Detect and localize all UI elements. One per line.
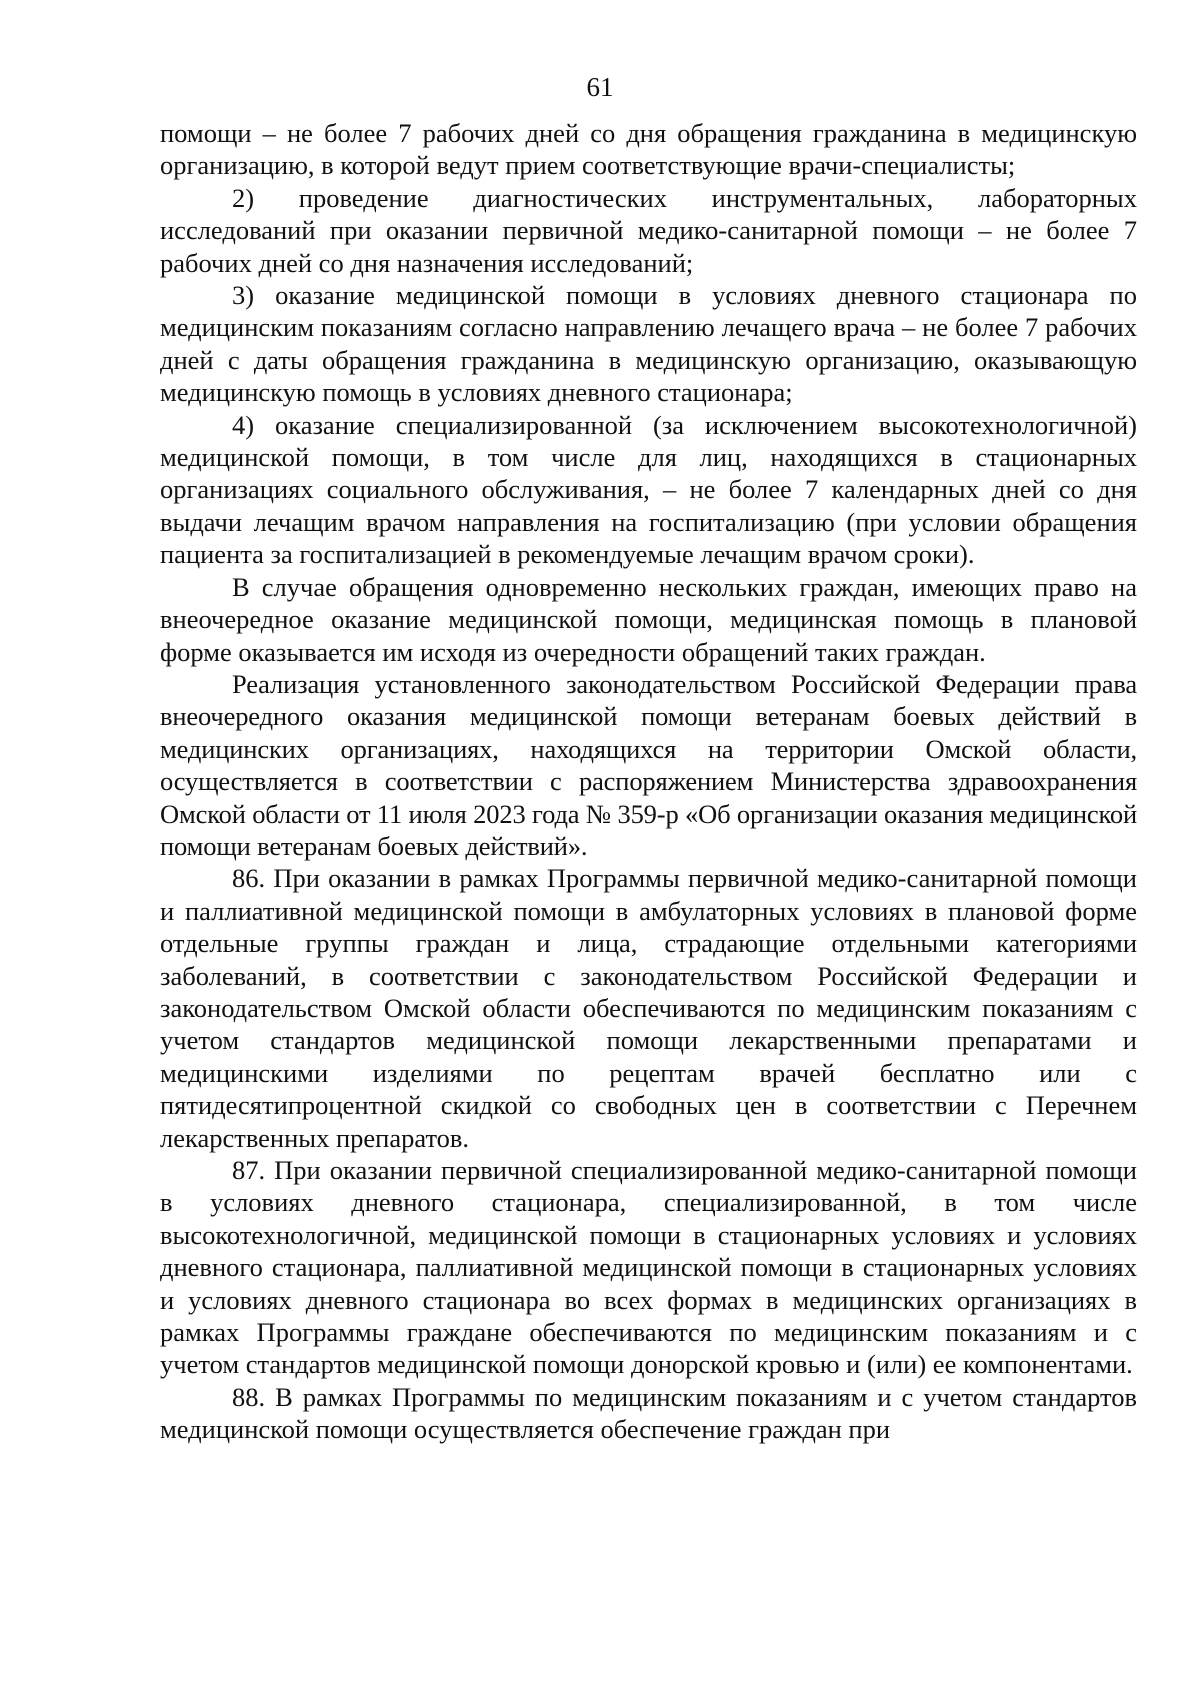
- paragraph-item-3: 3) оказание медицинской помощи в условиях дневного стационара по медицинским показаниям согласно направлению лечащего врача – не более 7 рабочих дней с даты обращения гражданина в медицинскую организацию, оказывающую медицинскую помощь в условиях дневного стационара;: [160, 280, 1137, 408]
- paragraph-simultaneous-requests: В случае обращения одновременно нескольких граждан, имеющих право на внеочередное оказание медицинской помощи, медицинская помощь в плановой форме оказывается им исходя из очередности обращений таких граждан.: [160, 571, 1137, 667]
- paragraph-veterans: Реализация установленного законодательством Российской Федерации права внеочередного оказания медицинской помощи ветеранам боевых действий в медицинских организациях, находящихся на территории Омской области, осуществляется в соответствии с распоряжением Министерства здравоохранения Омской области от 11 июля 2023 года № 359-р «Об организации оказания медицинской помощи ветеранам боевых действий».: [160, 668, 1138, 861]
- paragraph-88: 88. В рамках Программы по медицинским показаниям и с учетом стандартов медицинской помощи осуществляется обеспечение граждан при: [160, 1381, 1137, 1445]
- paragraph-item-4: 4) оказание специализированной (за исключением высокотехнологичной) медицинской помощи, в том числе для лиц, находящихся в стационарных организациях социального обслуживания, – не более 7 календарных дней со дня выдачи лечащим врачом направления на госпитализацию (при условии обращения пациента за госпитализацией в рекомендуемые лечащим врачом сроки).: [160, 409, 1137, 570]
- paragraph-continuation: помощи – не более 7 рабочих дней со дня обращения гражданина в медицинскую организацию, в которой ведут прием соответствующие врачи-специалисты;: [160, 118, 1137, 181]
- paragraph-86: 86. При оказании в рамках Программы первичной медико-санитарной помощи и паллиативной медицинской помощи в амбулаторных условиях в плановой форме отдельные группы граждан и лица, страдающие отдельными категориями заболеваний, в соответствии с законодательством Российской Федерации и законодательством Омской области обеспечиваются по медицинским показаниям с учетом стандартов медицинской помощи лекарственными препаратами и медицинскими изделиями по рецептам врачей бесплатно или с пятидесятипроцентной скидкой со свободных цен в соответствии с Перечнем лекарственных препаратов.: [160, 863, 1137, 1153]
- paragraph-87: 87. При оказании первичной специализированной медико-санитарной помощи в условиях дневного стационара, специализированной, в том числе высокотехнологичной, медицинской помощи в стационарных условиях и условиях дневного стационара, паллиативной медицинской помощи в стационарных условиях и условиях дневного стационара во всех формах в медицинских организациях в рамках Программы граждане обеспечиваются по медицинским показаниям и с учетом стандартов медицинской помощи донорской кровью и (или) ее компонентами.: [160, 1155, 1137, 1380]
- document-body: [160, 117, 1137, 1446]
- paragraph-item-2: 2) проведение диагностических инструментальных, лабораторных исследований при оказании первичной медико-санитарной помощи – не более 7 рабочих дней со дня назначения исследований;: [160, 182, 1137, 278]
- page-number: 61: [586, 72, 614, 102]
